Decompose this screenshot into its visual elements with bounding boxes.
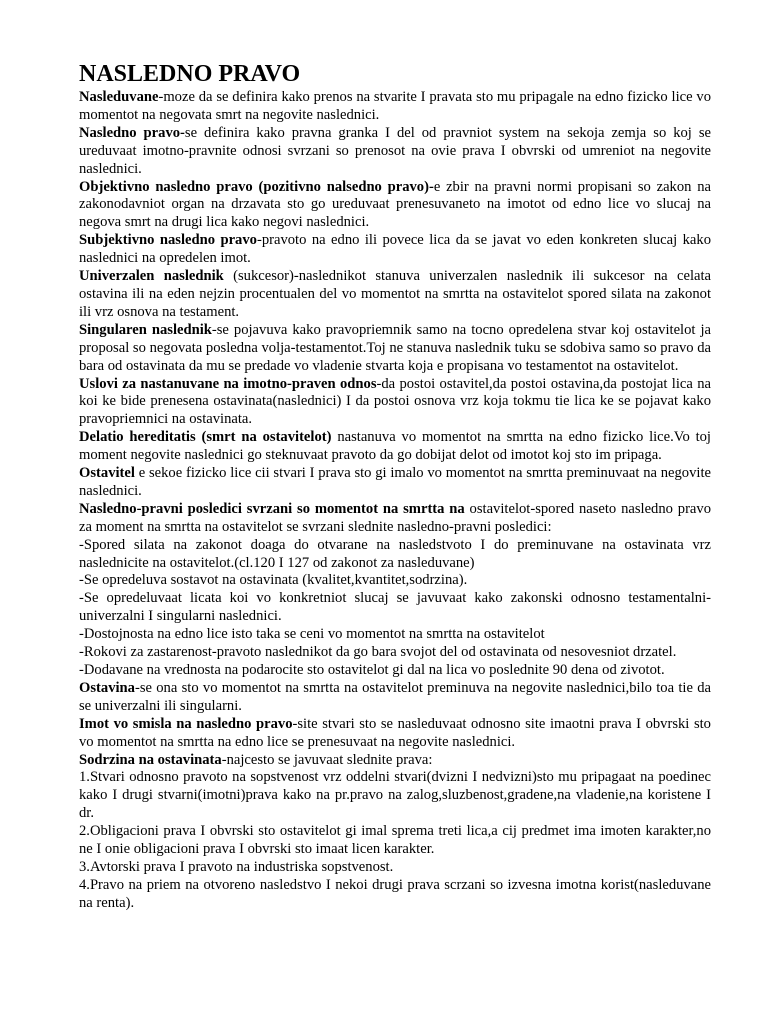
paragraph — [79, 232, 711, 268]
paragraph-term: Ostavina — [79, 679, 135, 696]
paragraph-term: Singularen naslednik — [79, 321, 212, 338]
paragraph-text: -Se opredeluvaat licata koi vo konkretniot slucaj se javuvaat kako zakonski odnosno testamentalni-univerzalni I singularni naslednici. — [79, 590, 711, 625]
paragraph-text: -da postoi ostavitel,da postoi ostavina,da postojat lica na koi ke bide prenesena ostavinata(naslednici) I da postoi osnova vrz koja tokmu tie lica ke se pojavat kako pravopriemnici na ostavinata. — [79, 375, 711, 428]
paragraph — [79, 376, 711, 430]
paragraph-term: Univerzalen naslednik — [79, 268, 224, 285]
paragraph — [79, 537, 711, 573]
paragraph — [79, 590, 711, 626]
paragraph — [79, 680, 711, 716]
paragraph-text: 4.Pravo na priem na otvoreno nasledstvo I nekoi drugi prava scrzani so izvesna imotna korist(nasleduvane na renta). — [79, 876, 711, 911]
paragraph-text: -Se opredeluva sostavot na ostavinata (kvalitet,kvantitet,sodrzina). — [79, 572, 468, 589]
paragraph — [79, 179, 711, 233]
paragraph-text: -Dodavane na vrednosta na podarocite sto ostavitelot gi dal na lica vo poslednite 90 dena od zivotot. — [79, 662, 665, 678]
paragraph-term: Nasleduvane — [79, 89, 159, 105]
paragraph-text: -se ona sto vo momentot na smrtta na ostavitelot preminuva na negovite naslednici,bilo toa tie da se univerzalni ili singularni. — [79, 679, 711, 714]
paragraph — [79, 859, 711, 877]
paragraph — [79, 823, 711, 859]
paragraph-term: Subjektivno nasledno pravo — [79, 232, 257, 249]
paragraph-term: Nasledno pravo- — [79, 124, 185, 141]
paragraph — [79, 429, 711, 465]
paragraph-text: -site stvari sto se nasleduvaat odnosno site imaotni prava I obvrski sto vo momentot na smrtta na edno lice se prenesuvaat na negovite naslednici. — [79, 715, 711, 750]
paragraph-text: -Spored silata na zakonot doaga do otvarane na nasledstvoto I do preminuvane na ostavinata vrz naslednicite na ostavitelot.(cl.120 I 127 od zakonot za nasleduvane) — [79, 536, 711, 571]
paragraph — [79, 501, 711, 537]
paragraph — [79, 716, 711, 752]
paragraph-text: -najcesto se javuvaat slednite prava: — [221, 751, 433, 768]
paragraph-text: nastanuva vo momentot na smrtta na edno fizicko lice.Vo toj moment negovite naslednici go steknuvaat pravoto da go dobijat delot od imotot koj sto im pripaga. — [79, 429, 711, 464]
document-body — [79, 89, 711, 913]
paragraph-text: 1.Stvari odnosno pravoto na sopstvenost vrz oddelni stvari(dvizni I nedvizni)sto mu pripagaat na poedinec kako I drugi stvarni(imotni)prava kako na pr.pravo na zalog,sluzbenost,gradene,na vladenie,na koristene I dr. — [79, 769, 711, 822]
paragraph — [79, 662, 711, 680]
paragraph-term: Imot vo smisla na nasledno pravo — [79, 715, 293, 732]
paragraph-text: (sukcesor)-naslednikot stanuva univerzalen naslednik ili sukcesor na celata ostavina ili na eden nejzin procentualen del vo momentot na smrtta na ostavitelot spored silata na zakonot ili vrz osnova na testament. — [79, 268, 712, 320]
paragraph — [79, 89, 711, 125]
paragraph-text: -Dostojnosta na edno lice isto taka se ceni vo momentot na smrtta na ostavitelot — [79, 626, 545, 643]
paragraph-text: e sekoe fizicko lice cii stvari I prava sto gi imalo vo momentot na smrtta preminuvaat na negovite naslednici. — [79, 465, 711, 499]
paragraph — [79, 769, 711, 823]
paragraph — [79, 465, 711, 501]
paragraph — [79, 626, 711, 644]
paragraph-text: ostavitelot-spored naseto nasledno pravo za moment na smrtta na ostavitelot se svrzani slednite nasledno-pravni posledici: — [79, 500, 712, 535]
paragraph-term: Ostavitel — [79, 465, 135, 482]
paragraph — [79, 268, 711, 322]
page-title: NASLEDNO PRAVO — [79, 61, 301, 87]
paragraph-text: e zbir na pravni normi propisani so zakon na zakonodavniot organ na drzavata sto go ureduvaat prenesuvaneto na imotot od edno lice vo slucaj na negova smrt na drugi lica kako negovi naslednici. — [79, 178, 711, 231]
paragraph — [79, 752, 711, 770]
paragraph-text: -se pojavuva kako pravopriemnik samo na tocno opredelena stvar koj ostavitelot ja proposal so negovata posledna volja-testamentot.Toj ne stanuva naslednik tuku se sdobiva samo so pravo da bara od ostavinata da mu se predade vo vladenie stvarta koja e propisana vo testamentot na ostavitelot. — [79, 321, 711, 374]
paragraph-text: -Rokovi za zastarenost-pravoto naslednikot da go bara svojot del od ostavinata od nesovesniot drzatel. — [79, 644, 677, 661]
paragraph-text: 2.Obligacioni prava I obvrski sto ostavitelot gi imal sprema treti lica,a cij predmet ima imoten karakter,no ne I onie obligacioni prava I obvrski sto imaat licen karakter. — [79, 823, 711, 858]
paragraph — [79, 125, 711, 179]
paragraph-term: Delatio hereditatis (smrt na ostavitelot) — [79, 429, 332, 446]
paragraph-term: Uslovi za nastanuvane na imotno-praven odnos — [79, 375, 377, 392]
paragraph — [79, 644, 711, 662]
paragraph — [79, 322, 711, 376]
paragraph-term: Objektivno nasledno pravo (pozitivno nalsedno pravo)- — [79, 178, 434, 195]
paragraph-text: 3.Avtorski prava I pravoto na industriska sopstvenost. — [79, 858, 394, 875]
paragraph-text: se definira kako pravna granka I del od pravniot system na sekoja zemja so koj se ureduvaat imotno-pravnite odnosi svrzani so prenosot na ovie prava I obvrski od umreniot na negovite naslednici. — [79, 124, 711, 177]
paragraph-text: -pravoto na edno ili povece lica da se javat vo eden konkreten slucaj kako naslednici na opredelen imot. — [79, 232, 711, 267]
paragraph-text: -moze da se definira kako prenos na stvarite I pravata sto mu pripagale na edno fizicko lice vo momentot na negovata smrt na negovite naslednici. — [79, 89, 711, 123]
paragraph-term: Nasledno-pravni posledici svrzani so momentot na smrtta na — [79, 500, 465, 517]
paragraph — [79, 877, 711, 913]
paragraph-term: Sodrzina na ostavinata — [79, 751, 222, 768]
paragraph — [79, 572, 711, 590]
